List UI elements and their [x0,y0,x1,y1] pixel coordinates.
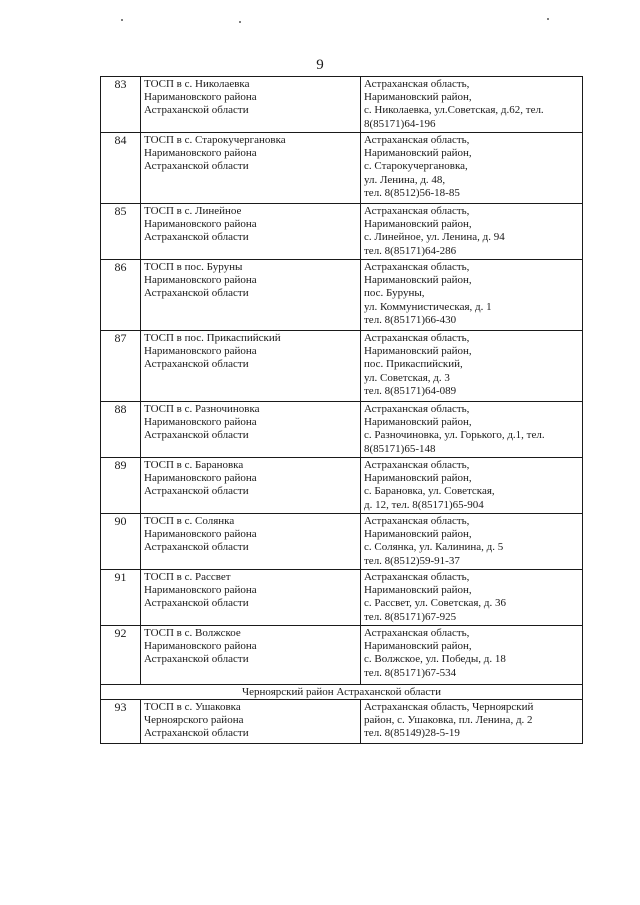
table-row [101,77,583,133]
address-line: пос. Буруны, [364,287,425,300]
registry-table [100,76,583,744]
scan-speck [121,19,123,21]
district-heading: Черноярский район Астраханской области [101,685,583,700]
address-line: Наримановский район, [364,584,472,597]
office-name-line: Астраханской области [144,653,249,666]
office-name-line: Наримановского района [144,147,257,160]
address-line: с. Волжское, ул. Победы, д. 18 [364,653,506,666]
office-name [141,77,361,133]
address-line: тел. 8(85149)28-5-19 [364,727,460,740]
office-address [361,260,583,331]
address-line: Наримановский район, [364,472,472,485]
address-line: Астраханская область, [364,459,470,471]
page-number: 9 [316,57,324,73]
office-name-line: ТОСП в с. Барановка [144,459,244,471]
address-line: ул. Коммунистическая, д. 1 [364,300,492,313]
office-name-line: Астраханской области [144,485,249,498]
address-line: район, с. Ушаковка, пл. Ленина, д. 2 [364,714,533,727]
address-line: с. Солянка, ул. Калинина, д. 5 [364,541,504,554]
address-line: Астраханская область, [364,261,470,273]
office-address [361,570,583,626]
address-line: Астраханская область, [364,205,470,217]
address-line: Астраханская область, Черноярский [364,701,534,713]
office-name-line: ТОСП в с. Старокучергановка [144,134,286,146]
row-number: 87 [101,331,141,402]
address-line: с. Линейное, ул. Ленина, д. 94 [364,231,505,244]
address-line: тел. 8(85171)67-534 [364,666,457,679]
office-name-line: ТОСП в с. Разночиновка [144,403,260,415]
table-row [101,458,583,514]
office-name [141,570,361,626]
table-row [101,402,583,458]
office-name [141,514,361,570]
office-name-line: ТОСП в с. Рассвет [144,571,231,583]
row-number: 83 [101,77,141,133]
office-name-line: ТОСП в с. Солянка [144,515,235,527]
table-row [101,626,583,685]
row-number: 90 [101,514,141,570]
row-number: 88 [101,402,141,458]
address-line: Астраханская область, [364,571,470,583]
office-address [361,626,583,685]
address-line: Астраханская область, [364,134,470,146]
office-name-line: Астраханской области [144,104,249,117]
table-row [101,514,583,570]
office-address [361,204,583,260]
row-number: 85 [101,204,141,260]
address-line: пос. Прикаспийский, [364,358,463,371]
address-line: д. 12, тел. 8(85171)65-904 [364,498,484,511]
office-name [141,458,361,514]
address-line: Наримановский район, [364,147,472,160]
office-name-line: Черноярского района [144,714,244,727]
office-name-line: Астраханской области [144,358,249,371]
address-line: Астраханская область, [364,78,470,90]
address-line: тел. 8(8512)59-91-37 [364,554,460,567]
row-number: 84 [101,133,141,204]
office-address [361,331,583,402]
address-line: тел. 8(85171)64-286 [364,244,457,257]
address-line: тел. 8(85171)64-089 [364,384,457,397]
address-line: тел. 8(85171)67-925 [364,610,457,623]
office-address [361,133,583,204]
office-name-line: Астраханской области [144,429,249,442]
address-line: 8(85171)65-148 [364,442,436,455]
scan-speck [547,18,549,20]
office-name-line: Наримановского района [144,274,257,287]
office-name-line: Наримановского района [144,416,257,429]
row-number: 92 [101,626,141,685]
office-address [361,402,583,458]
office-name-line: Наримановского района [144,528,257,541]
address-line: Наримановский район, [364,640,472,653]
office-name [141,626,361,685]
address-line: ул. Ленина, д. 48, [364,173,446,186]
address-line: тел. 8(8512)56-18-85 [364,186,460,199]
office-name-line: Наримановского района [144,91,257,104]
table-row [101,204,583,260]
address-line: Астраханская область, [364,515,470,527]
office-name-line: Астраханской области [144,727,249,740]
office-name-line: Наримановского района [144,584,257,597]
address-line: с. Старокучергановка, [364,160,468,173]
scan-speck [239,21,241,23]
office-name-line: ТОСП в с. Николаевка [144,78,250,90]
office-name-line: ТОСП в пос. Прикаспийский [144,332,281,344]
address-line: Астраханская область, [364,403,470,415]
office-name-line: Астраханской области [144,231,249,244]
office-address [361,77,583,133]
office-name [141,260,361,331]
office-name-line: Астраханской области [144,597,249,610]
office-name-line: Наримановского района [144,640,257,653]
office-address [361,458,583,514]
row-number: 89 [101,458,141,514]
office-name-line: ТОСП в с. Линейное [144,205,242,217]
table-row [101,700,583,744]
address-line: ул. Советская, д. 3 [364,371,450,384]
office-name-line: Наримановского района [144,218,257,231]
office-name-line: Астраханской области [144,287,249,300]
office-name [141,204,361,260]
office-name-line: Наримановского района [144,345,257,358]
address-line: с. Барановка, ул. Советская, [364,485,495,498]
address-line: 8(85171)64-196 [364,117,436,130]
address-line: Наримановский район, [364,91,472,104]
district-header-row [101,685,583,700]
address-line: Наримановский район, [364,218,472,231]
address-line: с. Рассвет, ул. Советская, д. 36 [364,597,507,610]
office-name-line: ТОСП в пос. Буруны [144,261,243,273]
office-name-line: Наримановского района [144,472,257,485]
table-row [101,570,583,626]
office-address [361,700,583,744]
office-name [141,133,361,204]
address-line: Наримановский район, [364,345,472,358]
table-row [101,133,583,204]
row-number: 91 [101,570,141,626]
address-line: тел. 8(85171)66-430 [364,313,457,326]
address-line: Астраханская область, [364,627,470,639]
office-name [141,700,361,744]
row-number: 86 [101,260,141,331]
address-line: с. Разночиновка, ул. Горького, д.1, тел. [364,429,545,442]
table-row [101,260,583,331]
address-line: Наримановский район, [364,528,472,541]
row-number: 93 [101,700,141,744]
address-line: с. Николаевка, ул.Советская, д.62, тел. [364,104,544,117]
office-name-line: Астраханской области [144,160,249,173]
office-name-line: ТОСП в с. Ушаковка [144,701,241,713]
office-name [141,331,361,402]
office-name-line: ТОСП в с. Волжское [144,627,241,639]
address-line: Астраханская область, [364,332,470,344]
address-line: Наримановский район, [364,274,472,287]
office-address [361,514,583,570]
office-name-line: Астраханской области [144,541,249,554]
table-row [101,331,583,402]
address-line: Наримановский район, [364,416,472,429]
office-name [141,402,361,458]
